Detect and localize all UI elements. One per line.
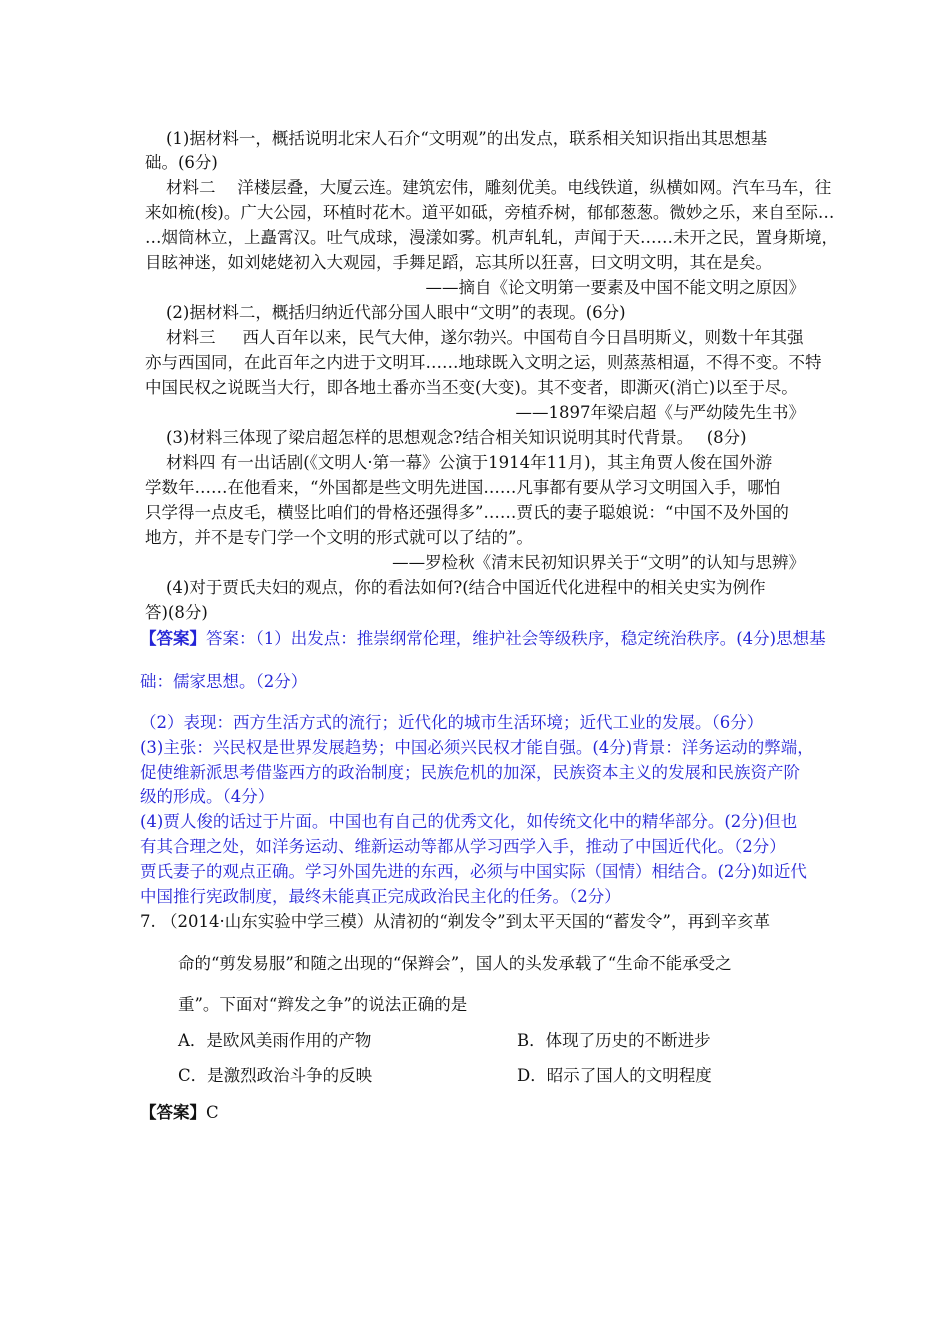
answer-line: 贾氏妻子的观点正确。学习外国先进的东西，必须与中国实际（国情）相结合。(2分)如近代 (140, 862, 807, 881)
answer-line (140, 628, 826, 650)
question-7-answer (140, 1102, 219, 1124)
answer-tag: 【答案】 (140, 629, 206, 648)
material-4-line: 地方，并不是专门学一个文明的形式就可以了结的”。 (145, 528, 533, 547)
answer-line: 础：儒家思想。（2分） (140, 672, 308, 691)
sub-question-1: (1)据材料一，概括说明北宋人石介“文明观”的出发点，联系相关知识指出其思想基 (166, 129, 768, 148)
answer-line: 中国推行宪政制度，最终未能真正完成政治民主化的任务。（2分） (140, 887, 621, 906)
question-7-stem: 重”。下面对“辫发之争”的说法正确的是 (178, 995, 468, 1014)
answer-line: (3)主张：兴民权是世界发展趋势；中国必须兴民权才能自强。(4分)背景：洋务运动的弊端， (140, 738, 814, 757)
material-3-source: ——1897年梁启超《与严幼陵先生书》 (515, 403, 805, 422)
sub-question-1-cont: 础。(6分) (145, 153, 218, 172)
option-c: C．是激烈政治斗争的反映 (178, 1066, 373, 1085)
option-a: A．是欧风美雨作用的产物 (178, 1031, 372, 1050)
material-2-line: 目眩神迷，如刘姥姥初入大观园，手舞足蹈，忘其所以狂喜，曰文明文明，其在是矣。 (145, 253, 772, 272)
material-2-source: ——摘自《论文明第一要素及中国不能文明之原因》 (425, 278, 805, 297)
material-4-source: ——罗检秋《清末民初知识界关于“文明”的认知与思辨》 (392, 553, 805, 572)
material-2-line: 材料二 洋楼层叠，大厦云连。建筑宏伟，雕刻优美。电线铁道，纵横如网。汽车马车，往 (166, 178, 832, 197)
answer-tag: 【答案】 (140, 1103, 206, 1122)
answer-text: 答案：（1）出发点：推崇纲常伦理，维护社会等级秩序，稳定统治秩序。(4分)思想基 (206, 629, 826, 648)
sub-question-2: (2)据材料二，概括归纳近代部分国人眼中“文明”的表现。(6分) (166, 303, 626, 322)
sub-question-4: (4)对于贾氏夫妇的观点，你的看法如何?(结合中国近代化进程中的相关史实为例作 (166, 578, 766, 597)
sub-question-3: (3)材料三体现了梁启超怎样的思想观念?结合相关知识说明其时代背景。 (8分) (166, 428, 747, 447)
answer-value: C (206, 1103, 219, 1122)
option-d: D．昭示了国人的文明程度 (517, 1066, 712, 1085)
question-7-stem: 7. （2014·山东实验中学三模）从清初的“剃发令”到太平天国的“蓄发令”，再到辛亥革 (140, 912, 770, 931)
answer-line: 促使维新派思考借鉴西方的政治制度；民族危机的加深，民族资本主义的发展和民族资产阶 (140, 763, 800, 782)
material-4-line: 学数年……在他看来，“外国都是些文明先进国……凡事都有要从学习文明国入手，哪怕 (145, 478, 781, 497)
material-2-line: 来如梳(梭)。广大公园，环植时花木。道平如砥，旁植乔树，郁郁葱葱。微妙之乐，来自至际… (145, 203, 835, 222)
material-3-line: 中国民权之说既当大行，即各地土番亦当丕变(大变)。其不变者，即澌灭(消亡)以至于尽。 (145, 378, 798, 397)
answer-line: 有其合理之处，如洋务运动、维新运动等都从学习西学入手，推动了中国近代化。（2分） (140, 837, 786, 856)
sub-question-4-cont: 答)(8分) (145, 603, 208, 622)
material-3-line: 亦与西国同，在此百年之内进于文明耳……地球既入文明之运，则蒸蒸相逼，不得不变。不特 (145, 353, 822, 372)
answer-line: (4)贾人俊的话过于片面。中国也有自己的优秀文化，如传统文化中的精华部分。(2分)但也 (140, 812, 798, 831)
question-7-stem: 命的“剪发易服”和随之出现的“保辫会”，国人的头发承载了“生命不能承受之 (178, 954, 732, 973)
material-4-line: 材料四 有一出话剧(《文明人·第一幕》公演于1914年11月)，其主角贾人俊在国外游 (166, 453, 773, 472)
answer-line: 级的形成。（4分） (140, 787, 275, 806)
material-3-line: 材料三 西人百年以来，民气大伸，遂尔勃兴。中国苟自今日昌明斯义，则数十年其强 (166, 328, 804, 347)
material-4-line: 只学得一点皮毛，横竖比咱们的骨格还强得多”……贾氏的妻子聪娘说：“中国不及外国的 (145, 503, 789, 522)
material-2-line: …烟筒林立，上矗霄汉。吐气成球，漫漾如雾。机声轧轧，声闻于天……未开之民，置身斯境， (145, 228, 838, 247)
answer-line: （2）表现：西方生活方式的流行；近代化的城市生活环境；近代工业的发展。（6分） (140, 713, 764, 732)
option-b: B．体现了历史的不断进步 (517, 1031, 711, 1050)
